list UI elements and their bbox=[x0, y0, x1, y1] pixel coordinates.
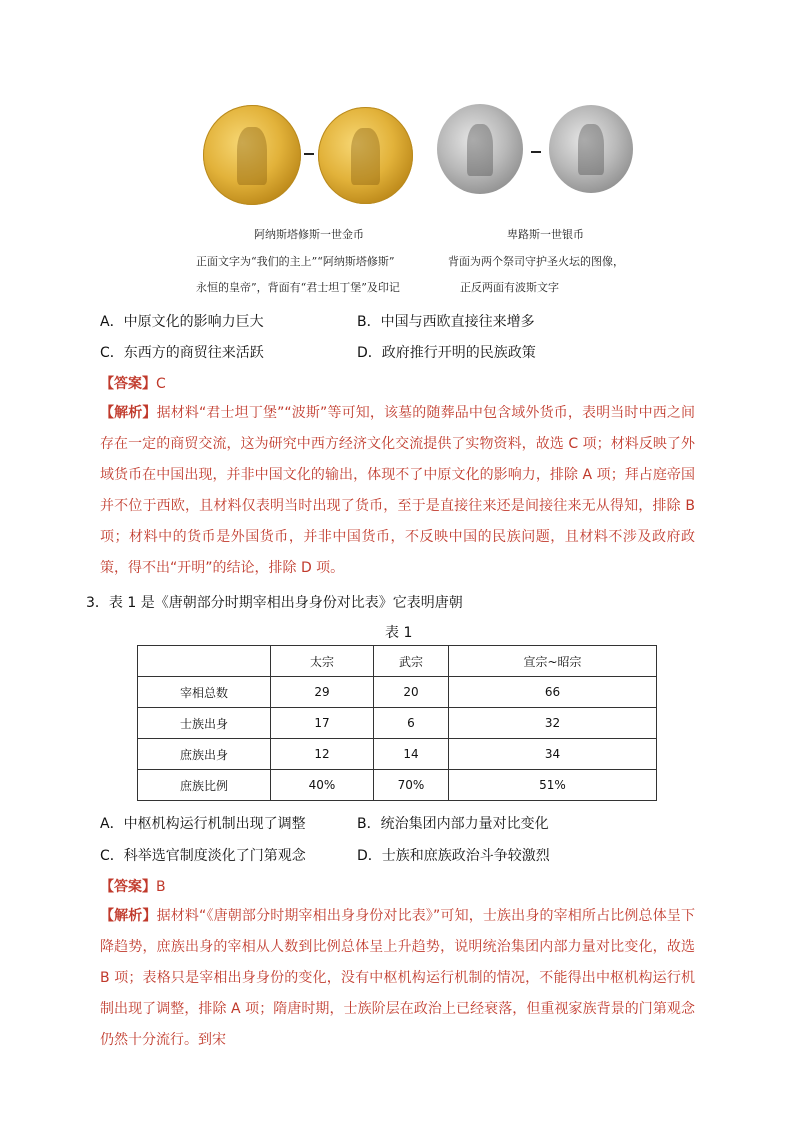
coin-dash-left bbox=[304, 153, 314, 155]
table-cell: 51% bbox=[449, 770, 657, 801]
q2-option-b: B．中国与西欧直接往来增多 bbox=[357, 314, 535, 330]
table-header-cell: 武宗 bbox=[374, 646, 449, 677]
q2-analysis-tag: 【解析】 bbox=[100, 405, 157, 421]
coin-desc-left-1: 正面文字为“我们的主上”“阿纳斯塔修斯” bbox=[196, 255, 395, 268]
table-cell: 29 bbox=[271, 677, 374, 708]
table-header-cell bbox=[138, 646, 271, 677]
q3-analysis-tag: 【解析】 bbox=[100, 908, 157, 924]
q3-analysis bbox=[100, 901, 695, 1056]
table-cell: 12 bbox=[271, 739, 374, 770]
q2-answer-value: C bbox=[156, 376, 166, 392]
table-header-row bbox=[138, 646, 657, 677]
q2-analysis-text: 据材料“君士坦丁堡”“波斯”等可知，该墓的随葬品中包含域外货币，表明当时中西之间存在一定的商贸交流，这为研究中西方经济文化交流提供了实物资料，故选 C 项；材料反映了外域货币在中国出现，并非中国文化的输出，体现不了中原文化的影响力，排除 A 项；拜占庭帝国并不位于西欧，且材料仅表明当时出现了货币，至于是直接往来还是间接往来无从得知，排除 B 项；材料中的货币是外国货币，并非中国货币，不反映中国的民族问题，且材料不涉及政府政策，得不出“开明”的结论，排除 D 项。 bbox=[100, 405, 696, 576]
coin-caption-left: 阿纳斯塔修斯一世金币 bbox=[254, 228, 364, 241]
table-cell: 32 bbox=[449, 708, 657, 739]
table-cell: 66 bbox=[449, 677, 657, 708]
gold-coin-reverse bbox=[318, 107, 413, 204]
coin-caption-right: 卑路斯一世银币 bbox=[507, 228, 584, 241]
table-cell: 6 bbox=[374, 708, 449, 739]
table-cell: 17 bbox=[271, 708, 374, 739]
coin-desc-left-2: 永恒的皇帝”，背面有“君士坦丁堡”及印记 bbox=[196, 281, 400, 294]
q3-answer-value: B bbox=[156, 879, 166, 895]
q3-option-b: B．统治集团内部力量对比变化 bbox=[357, 816, 549, 832]
table-cell: 70% bbox=[374, 770, 449, 801]
table-cell: 40% bbox=[271, 770, 374, 801]
q3-option-c: C．科举选官制度淡化了门第观念 bbox=[100, 848, 306, 864]
table-row bbox=[138, 708, 657, 739]
table-header-cell: 宣宗~昭宗 bbox=[449, 646, 657, 677]
table-row bbox=[138, 770, 657, 801]
table-header-cell: 太宗 bbox=[271, 646, 374, 677]
q2-option-d: D．政府推行开明的民族政策 bbox=[357, 345, 536, 361]
q2-analysis bbox=[100, 398, 695, 584]
table-cell: 庶族比例 bbox=[138, 770, 271, 801]
q3-option-d: D．士族和庶族政治斗争较激烈 bbox=[357, 848, 550, 864]
silver-coin-reverse bbox=[549, 105, 633, 193]
table-cell: 庶族出身 bbox=[138, 739, 271, 770]
coin-dash-right bbox=[531, 151, 541, 153]
gold-coin-obverse bbox=[203, 105, 301, 205]
q3-stem: 3．表 1 是《唐朝部分时期宰相出身身份对比表》它表明唐朝 bbox=[86, 595, 463, 611]
q2-option-a: A．中原文化的影响力巨大 bbox=[100, 314, 264, 330]
q3-answer bbox=[100, 876, 166, 896]
q3-table bbox=[137, 645, 657, 801]
q3-analysis-text: 据材料“《唐朝部分时期宰相出身身份对比表》”可知，士族出身的宰相所占比例总体呈下降趋势，庶族出身的宰相从人数到比例总体呈上升趋势，说明统治集团内部力量对比变化，故选 B 项；表格只是宰相出身身份的变化，没有中枢机构运行机制的情况，不能得出中枢机构运行机制出现了调整，排除 A 项；隋唐时期，士族阶层在政治上已经衰落，但重视家族背景的门第观念仍然十分流行。到宋 bbox=[100, 908, 695, 1048]
table-row bbox=[138, 739, 657, 770]
table-cell: 士族出身 bbox=[138, 708, 271, 739]
coin-desc-right-1: 背面为两个祭司守护圣火坛的图像， bbox=[448, 255, 624, 268]
q2-answer-tag: 【答案】 bbox=[100, 376, 156, 392]
q2-answer bbox=[100, 373, 166, 393]
q3-table-title: 表 1 bbox=[385, 625, 413, 641]
table-row bbox=[138, 677, 657, 708]
q3-answer-tag: 【答案】 bbox=[100, 879, 156, 895]
table-cell: 20 bbox=[374, 677, 449, 708]
silver-coin-obverse bbox=[437, 104, 523, 194]
table-cell: 34 bbox=[449, 739, 657, 770]
q3-option-a: A．中枢机构运行机制出现了调整 bbox=[100, 816, 306, 832]
coin-desc-right-2: 正反两面有波斯文字 bbox=[460, 281, 559, 294]
table-cell: 14 bbox=[374, 739, 449, 770]
q2-option-c: C．东西方的商贸往来活跃 bbox=[100, 345, 264, 361]
table-cell: 宰相总数 bbox=[138, 677, 271, 708]
